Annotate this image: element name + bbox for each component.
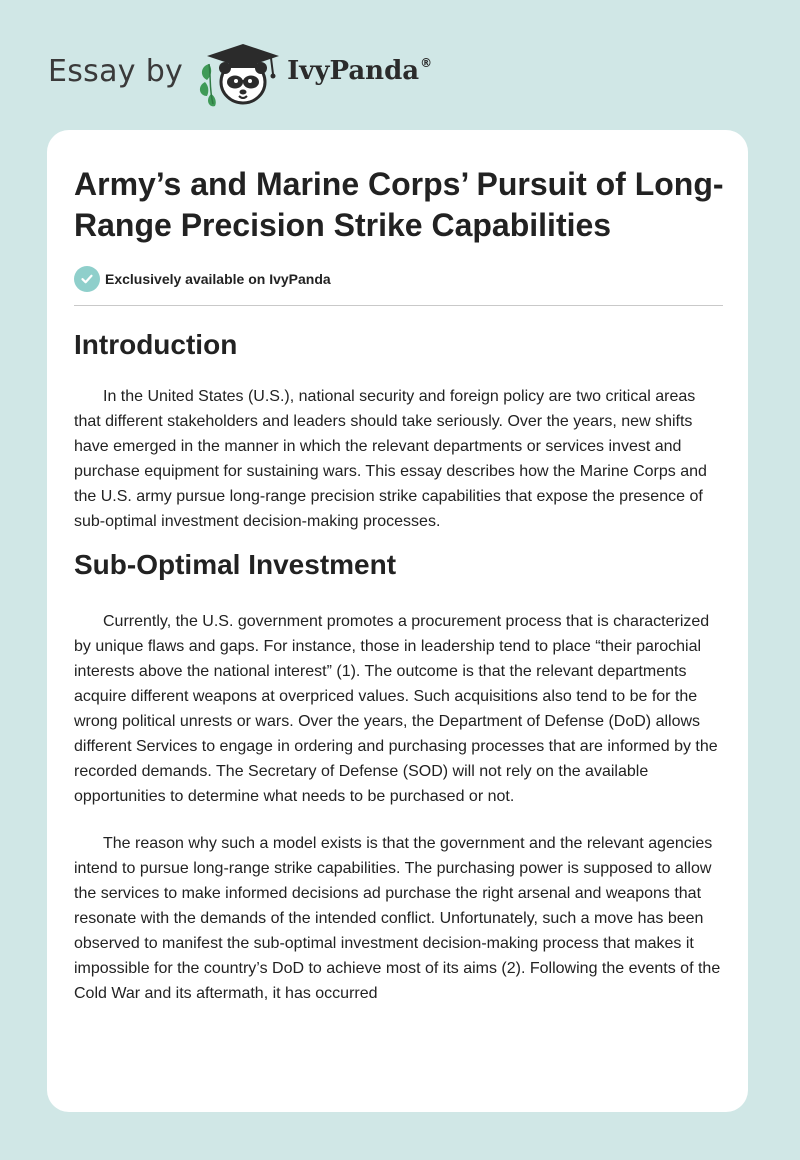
panda-graduate-logo-icon (197, 36, 283, 112)
brand-name-text: IvyPanda (287, 56, 420, 86)
brand-name (287, 56, 432, 86)
exclusive-badge (74, 265, 724, 293)
section-heading: Sub-Optimal Investment (74, 549, 397, 580)
title-divider (74, 305, 723, 306)
paragraph: The reason why such a model exists is that the government and the relevant agencies intend to pursue long-range strike capabilities. The purchasing power is supposed to allow the services to make informed decisions ad purchase the right arsenal and weapons that resonate with the demands of the intended conflict. Unfortunately, such a move has been observed to manifest the sub-optimal investment decision-making process that makes it impossible for the country’s DoD to achieve most of its aims (2). Following the events of the Cold War and its aftermath, it has occurred (74, 835, 721, 1002)
paragraph: Currently, the U.S. government promotes a procurement process that is characterized by unique flaws and gaps. For instance, those in leadership tend to place “their parochial interests above the national interest” (1). The outcome is that the relevant departments acquire different weapons at overpriced values. Such acquisitions also tend to be for the wrong political unrests or wars. Over the years, the Department of Defense (DoD) allows different Services to engage in ordering and purchasing processes that are informed by the recorded demands. The Secretary of Defense (SOD) will not rely on the available opportunities to determine what needs to be purchased or not. (74, 613, 718, 805)
essay-content (74, 164, 724, 1006)
section-heading: Introduction (74, 329, 238, 360)
paragraph: In the United States (U.S.), national security and foreign policy are two critical areas that different stakeholders and leaders should take seriously. Over the years, new shifts have emerged in the manner in which the relevant departments or services invest and purchase equipment for sustaining wars. This essay describes how the Marine Corps and the U.S. army pursue long-range precision strike capabilities that expose the presence of sub-optimal investment decision-making processes. (74, 388, 707, 530)
essay-title: Army’s and Marine Corps’ Pursuit of Long-Range Precision Strike Capabilities (74, 166, 724, 243)
exclusive-label: Exclusively available on IvyPanda (105, 271, 331, 287)
brand-prefix: Essay by (48, 53, 184, 89)
registered-mark: ® (420, 56, 433, 70)
ivy-leaf-icon (200, 64, 216, 106)
check-icon (74, 266, 100, 292)
section-introduction (74, 328, 724, 534)
brand-header[interactable] (48, 36, 432, 112)
essay-card (47, 130, 748, 1112)
section-sub-optimal-investment (74, 548, 724, 1006)
